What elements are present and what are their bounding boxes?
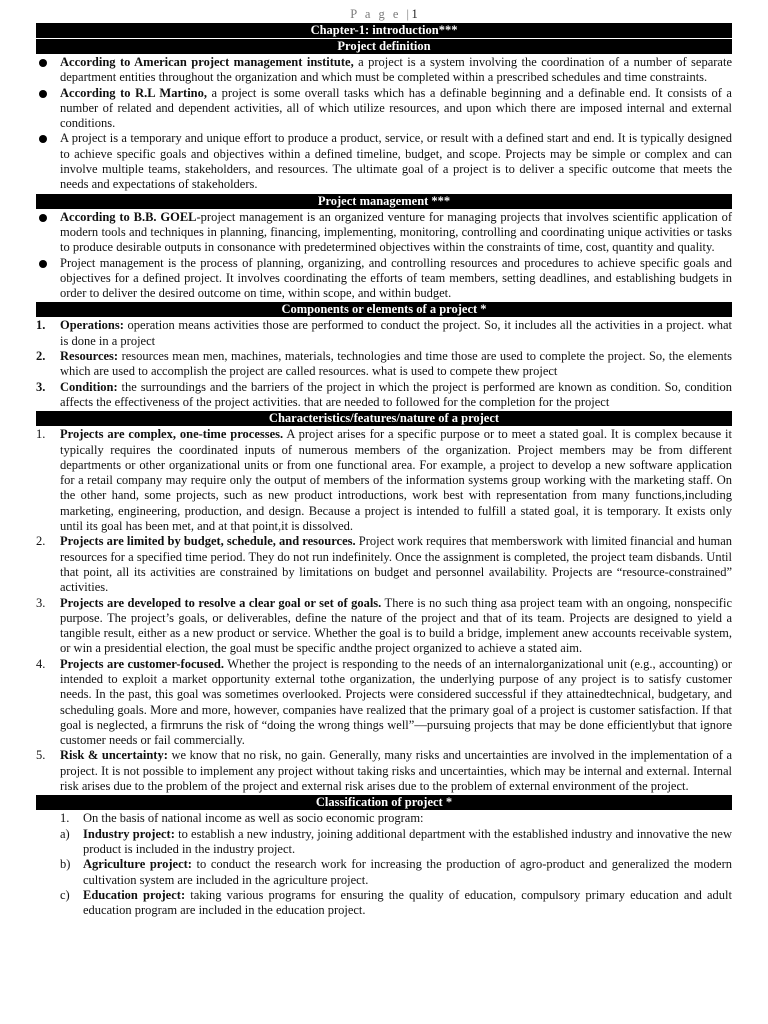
characteristic-item-lead: Projects are complex, one-time processes. (60, 427, 284, 442)
component-item-text: operation means activities those are performed to conduct the project. So, it includes all the activities in a project. what is done in a project (60, 318, 732, 348)
item-number: 1. (36, 427, 46, 442)
definition-item-text: a project is a system involving the coordination of a number of separate department entities throughout the organization and which must be completed within a prescribed schedules and time constraints. (60, 55, 733, 85)
component-item (36, 380, 732, 411)
characteristic-item-text: Whether the project is responding to the needs of an internalorganizational unit (e.g., accounting) or intended to exploit a market opportunity external tothe organization, the underlying purpose of any project is to satisfy customer needs. In the past, this goal was sometimes overlooked. Projects were considered successful if they attainedtechnical, budgetary, and scheduling goals. More and more, however, companies have realized that the primary goal of a project is customer satisfaction. If that goal is neglected, a firmruns the risk of “doing the wrong things well”—pursuing projects that may be done efficientlybut that ignore customer needs or fail commercially. (60, 656, 732, 748)
component-item (36, 318, 732, 349)
item-number: 1. (60, 811, 70, 826)
section-heading-definition: Project definition (36, 39, 732, 54)
management-item-text: Project management is the process of planning, organizing, and controlling resources and procedures to achieve specific goals and objectives for a defined project. It involves coordinating the efforts of team members, setting deadlines, and establishing budgets in order to deliver the desired outcome on time, within scope, and within budget. (60, 255, 732, 301)
component-item-text: the surroundings and the barriers of the project in which the project is performed are known as condition. So, condition affects the effectiveness of the project activities. that are needed to followed for the completion for the project (60, 379, 732, 409)
characteristic-item-text: Project work requires that memberswork with limited financial and human resources for a specified time period. They do not run indefinitely. Once the assignment is completed, the project team disbands. Until that point, all its activities are constrained by limitations on budget and personnel availability. Projects are “resource-constrained” activities. (60, 534, 732, 595)
characteristic-item-text: A project arises for a specific purpose or to meet a stated goal. It is complex because it typically requires the coordinated inputs of numerous members of the organization. Project members may be from different departments or other organizational units or from one functional area. For example, a project to develop a new software application for a retail company may require only the output of members of the information systems group working with the marketing staff. On the other hand, some projects, such as new product introductions, work best with representation from many functions,including marketing, engineering, production, and design. Because a project is intended to fulfill a stated goal, it is temporary. It exists only until its goal has been met, and at that point,it is dissolved. (60, 427, 732, 534)
classification-intro (36, 811, 732, 826)
classification-item (36, 888, 732, 919)
classification-item-text: to establish a new industry, joining additional department with the established industry and innovative the new product is included in the industry project. (83, 826, 732, 856)
item-letter: b) (60, 857, 71, 872)
item-number: 3. (36, 379, 46, 394)
definition-item (36, 131, 732, 192)
section-heading-classification: Classification of project * (36, 795, 732, 810)
characteristic-item-lead: Risk & uncertainty: (60, 748, 168, 763)
page-number: 1 (411, 7, 418, 21)
definition-item-text: A project is a temporary and unique effort to produce a product, service, or result with a defined start and end. It is typically designed to achieve specific goals and objectives within a defined timeline, budget, and scope. Projects may be simple or complex and can involve multiple teams, stakeholders, and resources. The ultimate goal of a project is to deliver a specific outcome that meets the needs and expectations of stakeholders. (60, 131, 732, 192)
characteristic-item-lead: Projects are limited by budget, schedule, and resources. (60, 534, 356, 549)
component-item-lead: Operations: (60, 318, 124, 333)
item-letter: a) (60, 826, 70, 841)
item-number: 2. (36, 349, 46, 364)
classification-item-lead: Agriculture project: (83, 857, 192, 872)
classification-item-lead: Education project: (83, 887, 186, 902)
classification-item-lead: Industry project: (83, 826, 175, 841)
definition-item (36, 86, 732, 132)
chapter-title: Chapter-1: introduction*** (36, 23, 732, 38)
characteristic-item (36, 748, 732, 794)
definition-item-lead: According to R.L Martino, (60, 85, 207, 100)
management-item-lead: According to B.B. GOEL (60, 209, 197, 224)
item-number: 2. (36, 534, 46, 549)
classification-item-text: taking various programs for ensuring the quality of education, compulsory primary education and adult education program are included in the education project. (83, 887, 732, 918)
management-item (36, 256, 732, 302)
page-label: P a g e | (350, 7, 412, 21)
characteristic-item (36, 534, 732, 595)
management-item (36, 210, 732, 256)
characteristic-item (36, 596, 732, 657)
classification-item-text: to conduct the research work for increasing the production of agro-product and generalized the modern cultivation system are included in the agriculture project. (83, 857, 732, 887)
classification-item (36, 857, 732, 888)
component-item-lead: Condition: (60, 379, 118, 394)
classification-intro-text: On the basis of national income as well as socio economic program: (83, 811, 424, 826)
classification-item (36, 827, 732, 858)
characteristic-item-lead: Projects are customer-focused. (60, 656, 224, 671)
section-heading-components: Components or elements of a project * (36, 302, 732, 317)
characteristic-item-text: There is no such thing asa project team with an ongoing, nonspecific purpose. The project’s goals, or deliverables, define the nature of the project and that of its team. Projects are designed to yield a tangible result, either as a new product or service. Whether the goal is to build a bridge, implement anew accounts receivable system, or win a presidential election, the goal must be specific andthe project organized to achieve a stated aim. (60, 595, 732, 656)
characteristic-item (36, 657, 732, 749)
definition-item (36, 55, 732, 86)
item-number: 3. (36, 595, 46, 610)
management-item-text: -project management is an organized venture for managing projects that involves scientific application of modern tools and techniques in planning, financing, implementing, monitoring, controlling and coordinating unique activities or tasks to produce desirable outputs in consonance with predetermined objectives within the constraints of time, cost, quantity and quality. (60, 209, 732, 255)
item-letter: c) (60, 887, 70, 902)
section-heading-management: Project management *** (36, 194, 732, 209)
characteristic-item-text: we know that no risk, no gain. Generally, many risks and uncertainties are involved in the implementation of a project. It is not possible to implement any project without taking risks and uncertainties, which may be internal and external. Internal risk arises due to the problem of the project and external risk arises due to the problem of external environment of the project. (60, 748, 732, 794)
page-number-header (36, 7, 732, 22)
characteristic-item (36, 427, 732, 534)
definition-item-lead: According to American project management institute, (60, 55, 354, 69)
component-item-lead: Resources: (60, 349, 119, 364)
item-number: 1. (36, 318, 46, 333)
definition-item-text: a project is some overall tasks which has a definable beginning and a definable end. It consists of a number of related and dependent activities, all of which utilize resources, and upon which there are imposed internal and external conditions. (60, 85, 732, 131)
item-number: 5. (36, 748, 46, 763)
component-item-text: resources mean men, machines, materials, technologies and time those are used to complete the project. So, the elements which are used to accomplish the project are called resources. what is used to compete thew project (60, 349, 732, 379)
component-item (36, 349, 732, 380)
characteristic-item-lead: Projects are developed to resolve a clear goal or set of goals. (60, 595, 382, 610)
section-heading-characteristics: Characteristics/features/nature of a project (36, 411, 732, 426)
item-number: 4. (36, 656, 46, 671)
